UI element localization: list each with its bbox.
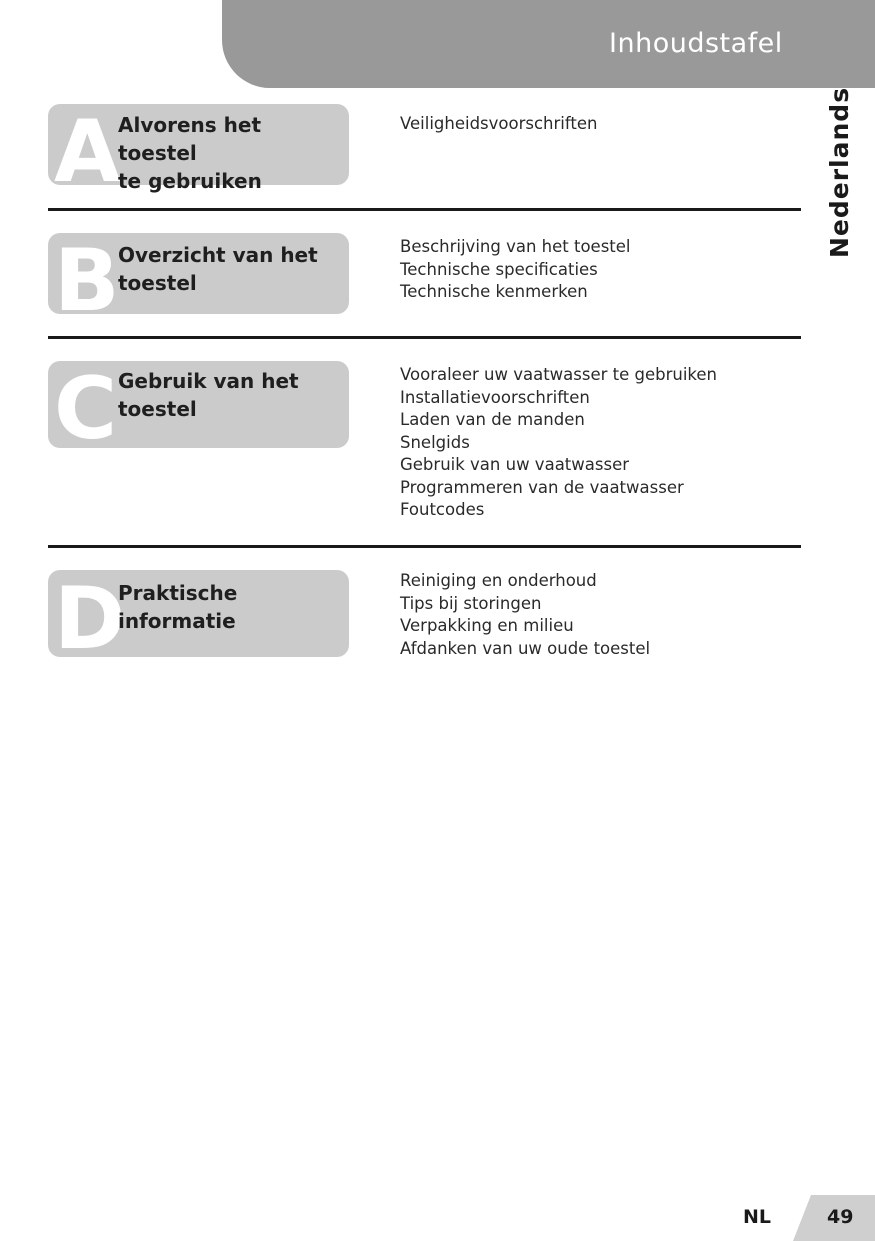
toc-item[interactable]: Gebruik van uw vaatwasser	[400, 455, 630, 474]
toc-item[interactable]: Technische kenmerken	[400, 282, 588, 301]
section-title: Overzicht van het toestel	[118, 243, 318, 295]
section-title: Gebruik van het toestel	[118, 369, 299, 421]
section-heading-box[interactable]	[48, 359, 349, 459]
toc-item[interactable]: Beschrijving van het toestel	[400, 237, 631, 256]
toc-item[interactable]: Technische specificaties	[400, 259, 598, 279]
section-title: Alvorens het toestel te gebruiken	[118, 113, 262, 193]
section-heading-box[interactable]	[48, 231, 349, 331]
toc-item[interactable]: Veiligheidsvoorschriften	[400, 114, 598, 133]
section-divider	[48, 208, 801, 211]
section-item-list	[400, 113, 597, 136]
section-divider	[48, 336, 801, 339]
toc-item[interactable]: Snelgids	[400, 432, 470, 452]
section-letter: C	[54, 359, 118, 459]
page-title: Inhoudstafel	[609, 28, 783, 59]
toc-item[interactable]: Afdanken van uw oude toestel	[400, 638, 651, 658]
page-number: 49	[827, 1206, 854, 1228]
section-item-list	[400, 570, 650, 660]
side-language-label: Nederlands	[825, 86, 854, 258]
section-letter: B	[54, 231, 120, 331]
section-heading-box[interactable]	[48, 569, 349, 669]
section-letter: D	[54, 569, 126, 669]
toc-item[interactable]: Laden van de manden	[400, 410, 585, 429]
toc-item[interactable]: Foutcodes	[400, 500, 485, 519]
toc-item[interactable]: Vooraleer uw vaatwasser te gebruiken	[400, 365, 718, 384]
section-item-list	[400, 236, 631, 304]
footer-language-code: NL	[743, 1206, 772, 1228]
toc-item[interactable]: Programmeren van de vaatwasser	[400, 477, 684, 497]
toc-item[interactable]: Installatievoorschriften	[400, 387, 590, 407]
toc-item[interactable]: Verpakking en milieu	[400, 616, 574, 635]
toc-item[interactable]: Tips bij storingen	[400, 593, 542, 613]
toc-item[interactable]: Reiniging en onderhoud	[400, 571, 597, 590]
section-letter: A	[54, 102, 121, 202]
section-divider	[48, 545, 801, 548]
section-title: Praktische informatie	[118, 581, 238, 633]
section-heading-box[interactable]	[48, 102, 349, 202]
section-item-list	[400, 364, 717, 522]
